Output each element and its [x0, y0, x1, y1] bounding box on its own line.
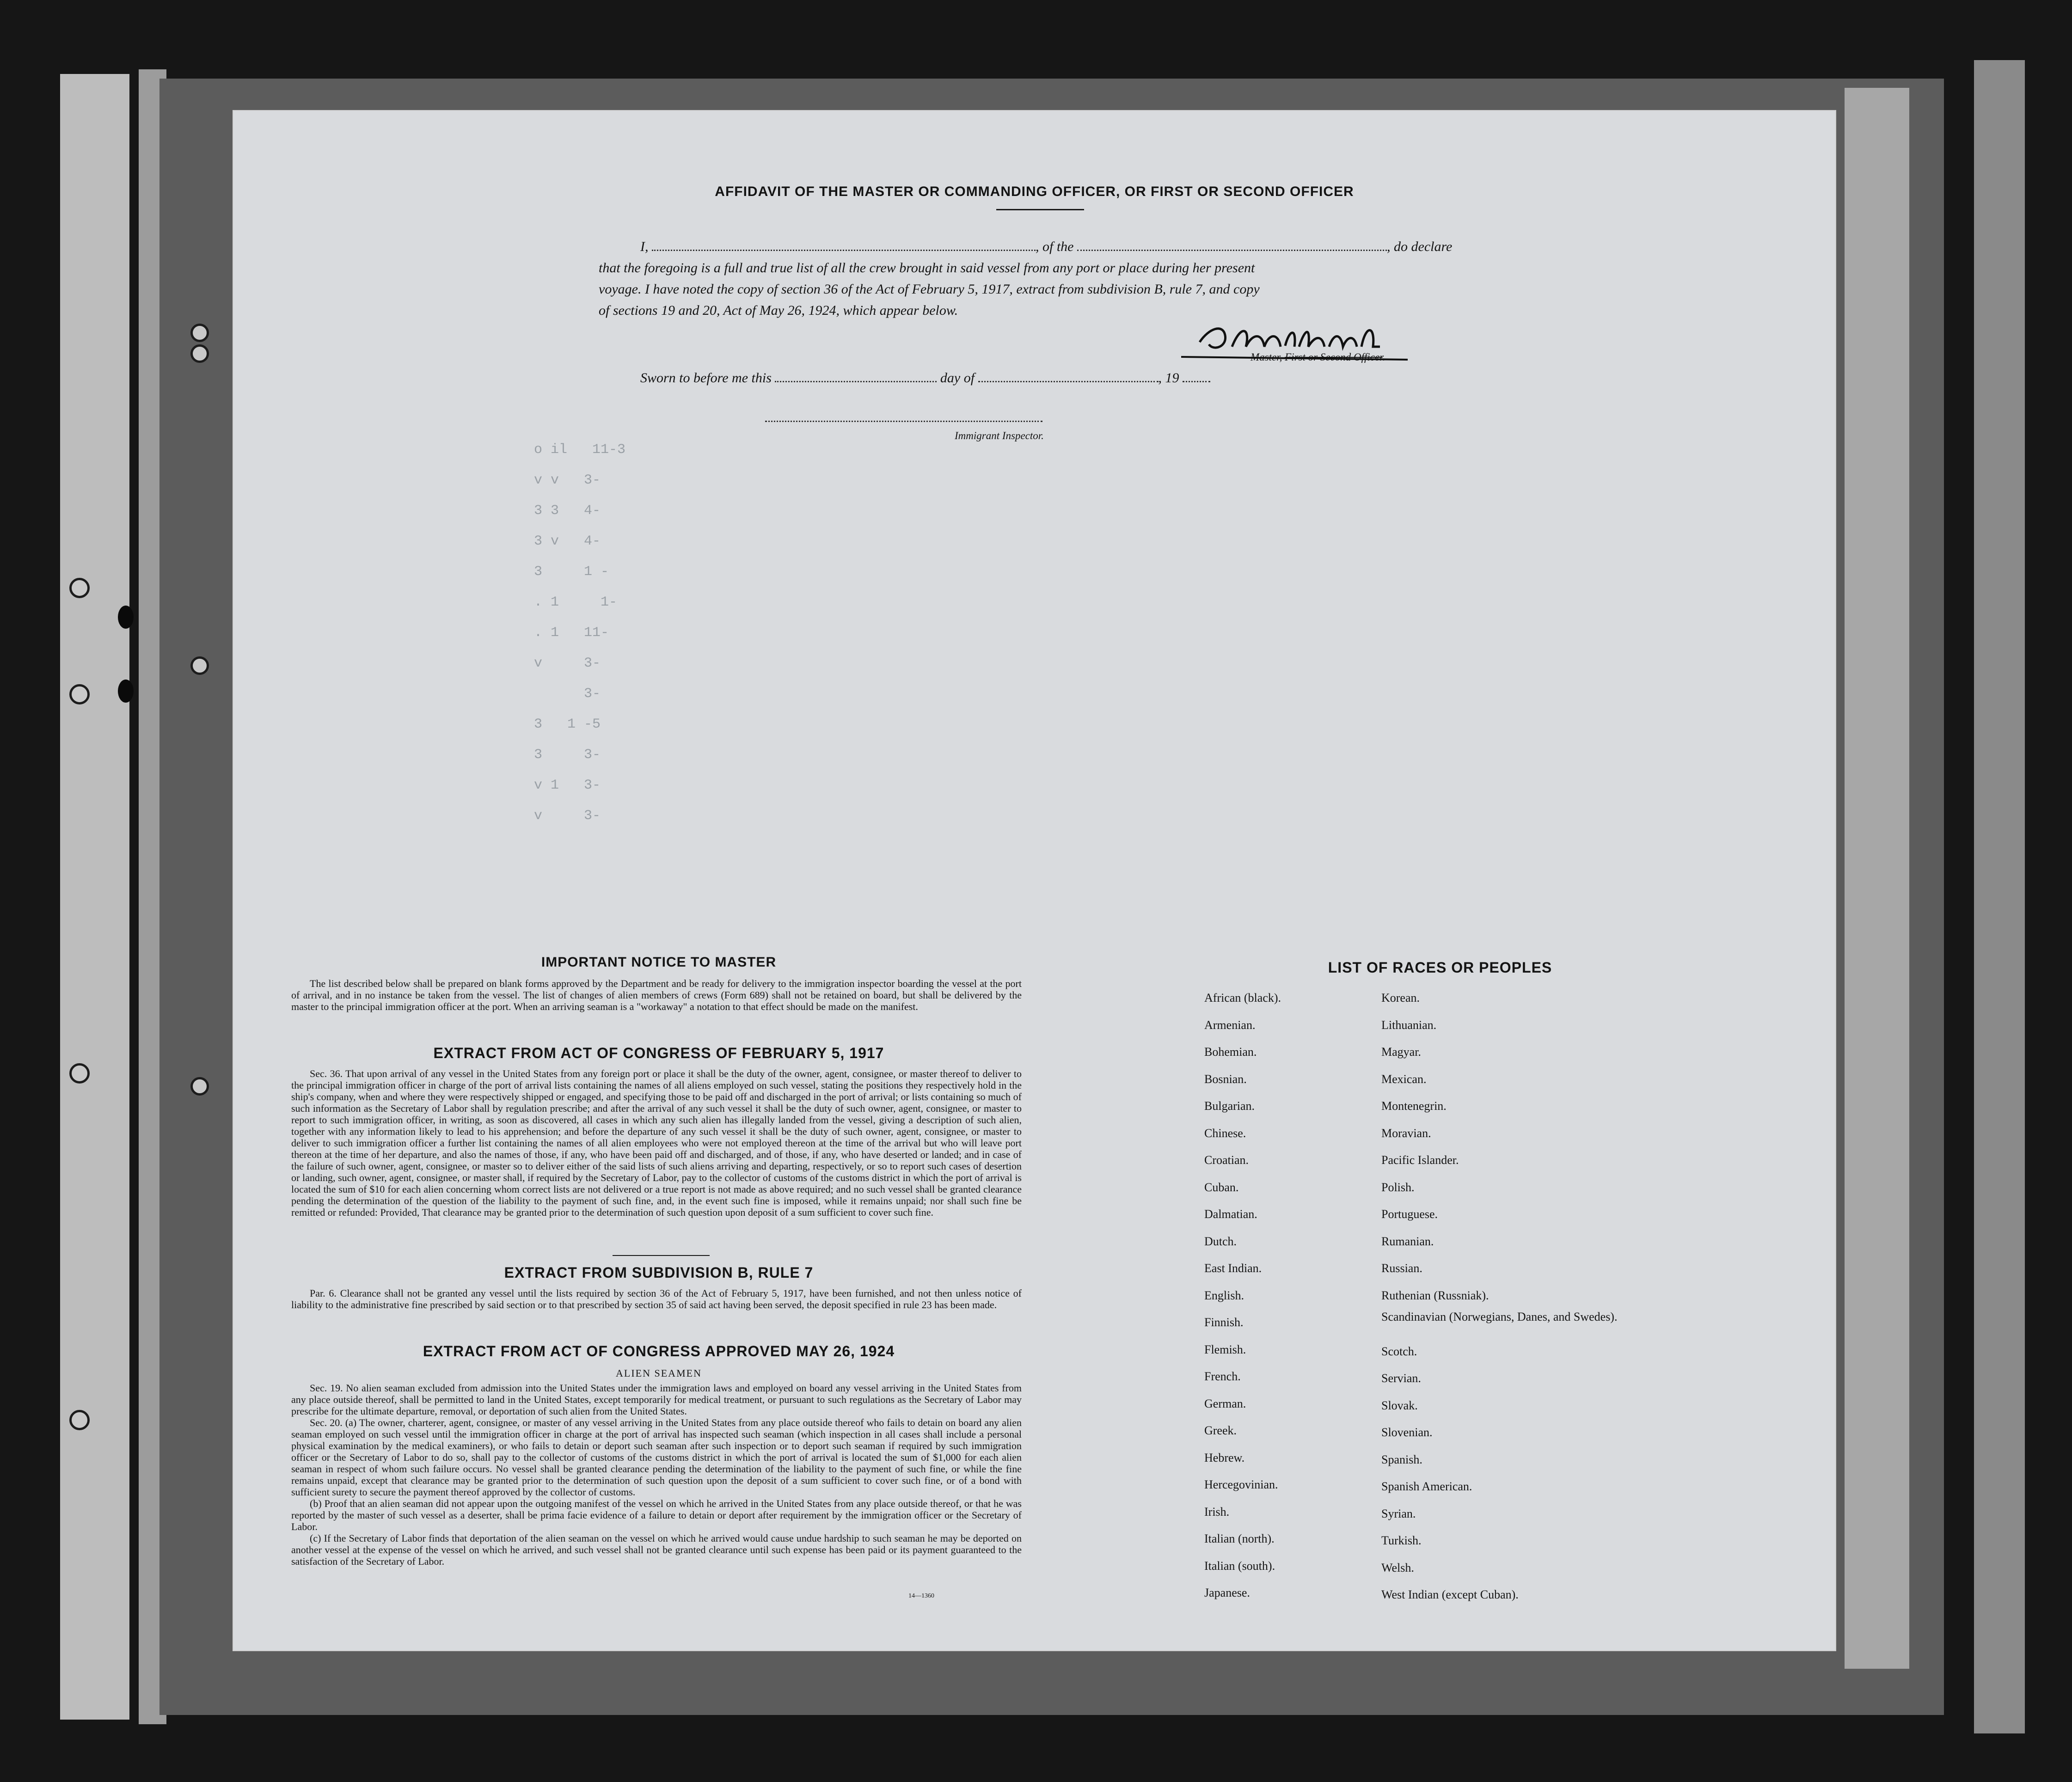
- binder-hole: [190, 324, 209, 342]
- left-binder-strip: [60, 74, 129, 1720]
- binder-hole: [190, 344, 209, 363]
- race-item: English.: [1204, 1288, 1244, 1302]
- sec-20c-paragraph: (c) If the Secretary of Labor finds that deportation of the alien seaman on the vessel on which he arrived would cause undue hardship to such seaman he may be deported on another vessel at the expense of the vessel on which he arrived, and such vessel shall not be granted clearance until such expense has been paid or its payment guaranteed to the satisfaction of the Secretary of Labor.: [291, 1532, 1022, 1567]
- race-item: Russian.: [1381, 1261, 1422, 1275]
- heading-underline: [996, 209, 1084, 210]
- sec-20a-paragraph: Sec. 20. (a) The owner, charterer, agent, consignee, or master of any vessel arriving in the United States from any place outside thereof who fails to detain on board any alien seaman employed on such vessel until the immigration officer in charge at the port of arrival has inspected such seaman (which inspection in all cases shall include a personal physical examination by the medical examiners), or who fails to detain or deport such seaman after such inspection or to deport such seaman if required by such immigration officer or the Secretary of Labor to do so, shall pay to the collector of customs of the customs district in which the port of arrival is located the sum of $1,000 for each alien seaman in respect of whom such failure occurs. No vessel shall be granted clearance pending the determination of the liability to the payment of such fine, or while the fine remains unpaid, except that clearance may be granted prior to the determination of such question upon the deposit of a sum sufficient to cover such fine, or of a bond with sufficient surety to secure the payment thereof approved by the collector of customs.: [291, 1417, 1022, 1498]
- race-item: West Indian (except Cuban).: [1381, 1588, 1519, 1601]
- binder-hole: [118, 680, 134, 703]
- race-item: Ruthenian (Russniak).: [1381, 1288, 1489, 1302]
- binder-hole: [69, 684, 90, 704]
- races-left-column: [1204, 985, 1380, 1607]
- binder-hole: [118, 606, 134, 629]
- race-item: Finnish.: [1204, 1316, 1244, 1329]
- inspector-signature-line[interactable]: [765, 421, 1042, 422]
- race-item: Italian (north).: [1204, 1532, 1275, 1545]
- name-field[interactable]: [652, 235, 1036, 251]
- race-item: Greek.: [1204, 1424, 1237, 1437]
- race-item: Armenian.: [1204, 1018, 1256, 1032]
- race-item: Servian.: [1381, 1372, 1421, 1385]
- extract-1917-text: [291, 1068, 1022, 1218]
- race-item: Pacific Islander.: [1381, 1153, 1459, 1167]
- races-right-column: [1381, 985, 1622, 1609]
- bleed-through-marks: o il 11-3 v v 3- 3 3 4- 3 v 4- 3 1 - . 1 1- . 1 11- v 3- 3- 3 1 -5 3 3- v 1 3- v 3-: [534, 442, 626, 824]
- affidavit-body: [599, 235, 1653, 321]
- sworn-label: Sworn to before me this: [640, 370, 772, 386]
- binder-hole: [69, 1410, 90, 1430]
- race-item: African (black).: [1204, 991, 1281, 1004]
- race-item: Bulgarian.: [1204, 1099, 1255, 1113]
- race-item: Magyar.: [1381, 1045, 1421, 1059]
- extract-1917-heading: EXTRACT FROM ACT OF CONGRESS OF FEBRUARY 5, 1917: [433, 1045, 884, 1061]
- inspector-caption: Immigrant Inspector.: [955, 430, 1044, 441]
- alien-seamen-subheading: ALIEN SEAMEN: [616, 1367, 702, 1379]
- race-item: Welsh.: [1381, 1561, 1414, 1574]
- subdivision-b-paragraph: Par. 6. Clearance shall not be granted any vessel until the lists required by section 36 of the Act of February 5, 1917, have been furnished, and not then unless notice of liability to the administrative fine prescribed by said section or to that prescribed by section 35 of said act having been served, the deposit specified in rule 23 has been made.: [291, 1287, 1022, 1310]
- sec-19-paragraph: Sec. 19. No alien seaman excluded from admission into the United States under the immigration laws and employed on board any vessel arriving in the United States from any place outside thereof, shall be permitted to land in the United States, except temporarily for medical treatment, or pursuant to such regulations as the Secretary of Labor may prescribe for the ultimate departure, removal, or deportation of such alien from the United States.: [291, 1382, 1022, 1417]
- notice-text: [291, 978, 1022, 1012]
- race-item: Bosnian.: [1204, 1072, 1247, 1086]
- right-binder-strip: [1974, 60, 2025, 1733]
- caption-period: .: [1382, 351, 1385, 363]
- affidavit-line-3: voyage. I have noted the copy of section 36 of the Act of February 5, 1917, extract from subdivision B, rule 7, and copy: [599, 282, 1260, 297]
- extract-1924-heading: EXTRACT FROM ACT OF CONGRESS APPROVED MAY 26, 1924: [423, 1343, 895, 1359]
- sworn-day-field[interactable]: [775, 366, 937, 382]
- notice-paragraph: The list described below shall be prepared on blank forms approved by the Department and be ready for delivery to the immigration inspector boarding the vessel at the port of arrival, and in no instance be taken from the vessel. The list of changes of alien members of crews (Form 689) shall not be retained on board, but shall be delivered by the master to the principal immigration officer at the port. When an arriving seaman is a "workaway" a notation to that effect should be made on the manifest.: [291, 978, 1022, 1012]
- race-item: Polish.: [1381, 1180, 1415, 1194]
- race-item: Dalmatian.: [1204, 1207, 1257, 1221]
- race-item: French.: [1204, 1370, 1241, 1383]
- race-item: Lithuanian.: [1381, 1018, 1437, 1032]
- binder-hole: [190, 1077, 209, 1096]
- affidavit-heading: AFFIDAVIT OF THE MASTER OR COMMANDING OFFICER, OR FIRST OR SECOND OFFICER: [715, 184, 1354, 199]
- affidavit-do-declare: , do declare: [1387, 239, 1453, 254]
- race-item: Japanese.: [1204, 1586, 1250, 1599]
- race-item: Bohemian.: [1204, 1045, 1257, 1059]
- races-heading: LIST OF RACES OR PEOPLES: [1328, 959, 1552, 976]
- race-item: Spanish American.: [1381, 1480, 1472, 1493]
- notice-heading: IMPORTANT NOTICE TO MASTER: [541, 955, 777, 970]
- race-item: Korean.: [1381, 991, 1420, 1004]
- race-item: Moravian.: [1381, 1126, 1431, 1140]
- race-item: East Indian.: [1204, 1261, 1262, 1275]
- binder-hole: [190, 656, 209, 675]
- document-page: [233, 111, 1835, 1650]
- race-item: Croatian.: [1204, 1153, 1249, 1167]
- day-of-label: day of: [940, 370, 975, 386]
- race-item: Chinese.: [1204, 1126, 1246, 1140]
- race-item: Cuban.: [1204, 1180, 1239, 1194]
- caption-officer-struck: First or Second Officer: [1285, 351, 1383, 363]
- race-item: Slovenian.: [1381, 1426, 1433, 1439]
- subdivision-b-heading: EXTRACT FROM SUBDIVISION B, RULE 7: [504, 1264, 814, 1281]
- signature-caption: [1251, 351, 1385, 363]
- race-item: Italian (south).: [1204, 1559, 1275, 1573]
- vessel-field[interactable]: [1077, 235, 1387, 251]
- extract-1924-text: [291, 1382, 1022, 1567]
- binder-hole: [69, 578, 90, 598]
- sworn-month-field[interactable]: [978, 366, 1159, 382]
- affidavit-line-4: of sections 19 and 20, Act of May 26, 1924, which appear below.: [599, 303, 958, 318]
- sworn-line: [640, 366, 1210, 386]
- race-item: German.: [1204, 1396, 1246, 1410]
- race-item: Montenegrin.: [1381, 1099, 1447, 1113]
- section-divider: [613, 1255, 710, 1256]
- affidavit-i: I,: [640, 239, 649, 254]
- race-item: Syrian.: [1381, 1506, 1416, 1520]
- affidavit-line-2: that the foregoing is a full and true list of all the crew brought in said vessel from any port or place during her present: [599, 260, 1255, 276]
- race-item: Flemish.: [1204, 1342, 1246, 1356]
- race-item: Portuguese.: [1381, 1207, 1438, 1221]
- subdivision-b-text: [291, 1287, 1022, 1310]
- race-item: Irish.: [1204, 1505, 1230, 1519]
- binder-hole: [69, 1063, 90, 1084]
- year-label: , 19: [1158, 370, 1179, 386]
- race-item: Slovak.: [1381, 1398, 1418, 1412]
- sworn-year-field[interactable]: [1183, 366, 1210, 382]
- race-item: Mexican.: [1381, 1072, 1427, 1086]
- race-item: Dutch.: [1204, 1234, 1237, 1248]
- right-page-edge: [1845, 88, 1909, 1669]
- race-item: Rumanian.: [1381, 1234, 1434, 1248]
- race-item: Scotch.: [1381, 1344, 1417, 1358]
- extract-1917-paragraph: Sec. 36. That upon arrival of any vessel in the United States from any foreign port or place it shall be the duty of the owner, agent, consignee, or master thereof to deliver to the principal immigration officer in charge of the port of arrival lists containing the names of all aliens employed on such vessel, stating the positions they respectively hold in the ship's company, when and where they were respectively shipped or engaged, and specifying those to be paid off and discharged in the port of arrival; or lists containing so much of such information as the Secretary of Labor shall by regulation prescribe; and after the arrival of any such vessel it shall be the duty of such owner, agent, consignee, or master to report to such immigration officer, in writing, as soon as discovered, all cases in which any such alien has illegally landed from the vessel, giving a description of such alien, together with any information likely to lead to his apprehension; and before the departure of any such vessel it shall be the duty of such owner, agent, consignee, or master to deliver to such immigration officer a further list containing the names of all alien employees who were not employed thereon at the time of the arrival but who will leave port thereon at the time of her departure, and also the names of those, if any, who have been paid off and discharged, and of those, if any, who have deserted or landed; and in case of the failure of such owner, agent, consignee, or master so to deliver either of the said lists of such aliens arriving and departing, respectively, or so to report such cases of desertion or landing, such owner, agent, consignee, or master shall, if required by the Secretary of Labor, pay to the collector of customs of the customs district in which the port of arrival is located the sum of $10 for each alien concerning whom correct lists are not delivered or a true report is not made as above required; and no such vessel shall be granted clearance pending the determination of the question of the liability to the payment of such fine, and, in the event such fine is imposed, while it remains unpaid; nor shall such fine be remitted or refunded: Provided, That clearance may be granted prior to the determination of such question upon deposit of a sum sufficient to cover such fine.: [291, 1068, 1022, 1218]
- race-item: Turkish.: [1381, 1534, 1422, 1547]
- race-item: Spanish.: [1381, 1452, 1422, 1466]
- race-item: Hebrew.: [1204, 1451, 1245, 1464]
- form-number: 14—1360: [908, 1592, 934, 1599]
- race-item: Scandinavian (Norwegians, Danes, and Swedes).: [1381, 1310, 1618, 1323]
- affidavit-of-the: , of the: [1036, 239, 1074, 254]
- sec-20b-paragraph: (b) Proof that an alien seaman did not appear upon the outgoing manifest of the vessel on which he arrived in the United States from any place outside thereof, or that he was reported by the master of such vessel as a deserter, shall be prima facie evidence of a failure to detain or deport after requirement by the immigration officer or the Secretary of Labor.: [291, 1498, 1022, 1532]
- caption-master: Master,: [1251, 351, 1285, 363]
- race-item: Hercegovinian.: [1204, 1478, 1278, 1491]
